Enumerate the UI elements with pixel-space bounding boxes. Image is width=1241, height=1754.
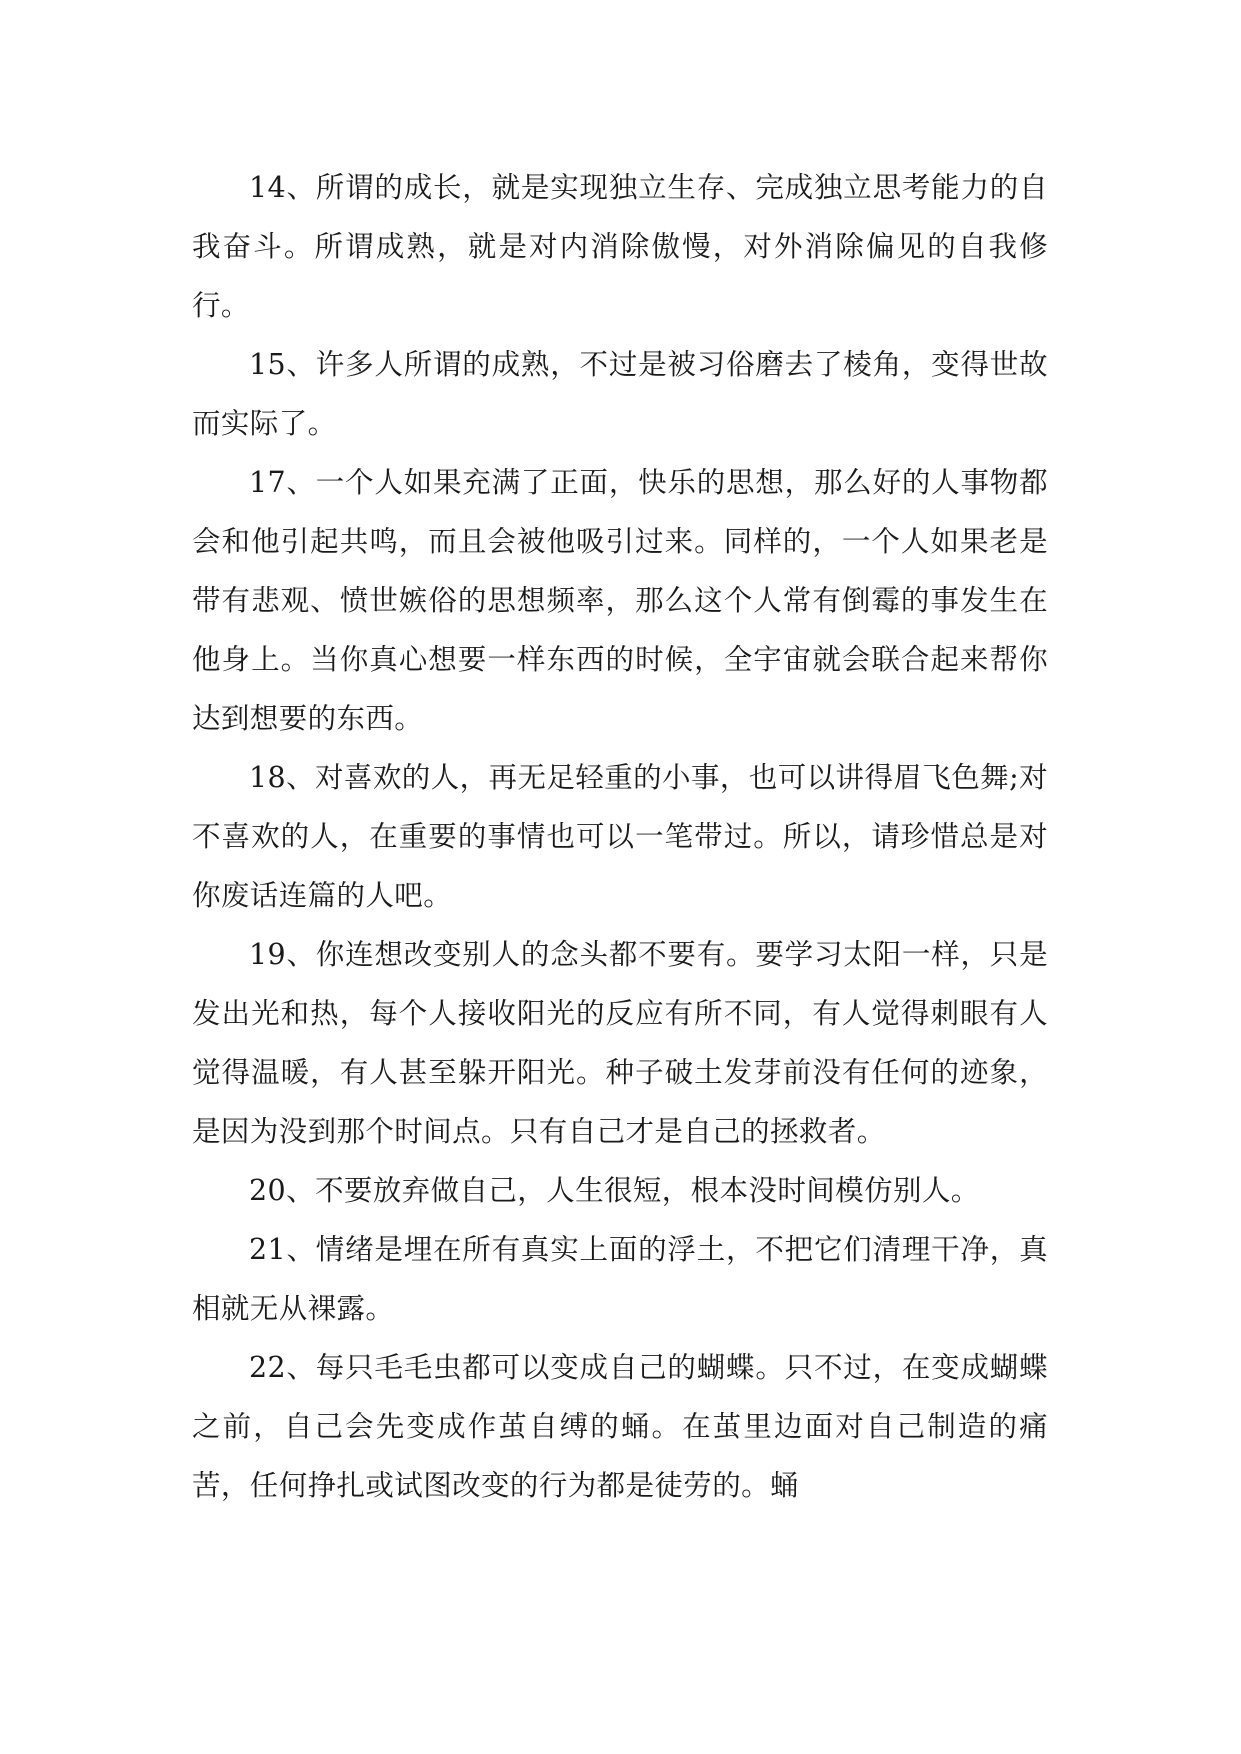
document-body [192,158,1048,1515]
paragraph-20: 20、不要放弃做自己，人生很短，根本没时间模仿别人。 [249,1174,980,1207]
paragraph-22: 22、每只毛毛虫都可以变成自己的蝴蝶。只不过，在变成蝴蝶之前，自己会先变成作茧自缚的蛹。在茧里边面对自己制造的痛苦，任何挣扎或试图改变的行为都是徒劳的。蛹 [192,1351,1048,1502]
paragraph-15: 15、许多人所谓的成熟，不过是被习俗磨去了棱角，变得世故而实际了。 [192,348,1048,440]
paragraph-17: 17、一个人如果充满了正面，快乐的思想，那么好的人事物都会和他引起共鸣，而且会被他吸引过来。同样的，一个人如果老是带有悲观、愤世嫉俗的思想频率，那么这个人常有倒霉的事发生在他身上。当你真心想要一样东西的时候，全宇宙就会联合起来帮你达到想要的东西。 [192,466,1048,735]
paragraph-18: 18、对喜欢的人，再无足轻重的小事，也可以讲得眉飞色舞;对不喜欢的人，在重要的事情也可以一笔带过。所以，请珍惜总是对你废话连篇的人吧。 [192,761,1048,912]
paragraph-14: 14、所谓的成长，就是实现独立生存、完成独立思考能力的自我奋斗。所谓成熟，就是对内消除傲慢，对外消除偏见的自我修行。 [192,171,1048,322]
paragraph-19: 19、你连想改变别人的念头都不要有。要学习太阳一样，只是发出光和热，每个人接收阳光的反应有所不同，有人觉得刺眼有人觉得温暖，有人甚至躲开阳光。种子破土发芽前没有任何的迹象，是因为没到那个时间点。只有自己才是自己的拯救者。 [192,938,1048,1148]
paragraph-21: 21、情绪是埋在所有真实上面的浮土，不把它们清理干净，真相就无从裸露。 [192,1233,1048,1325]
